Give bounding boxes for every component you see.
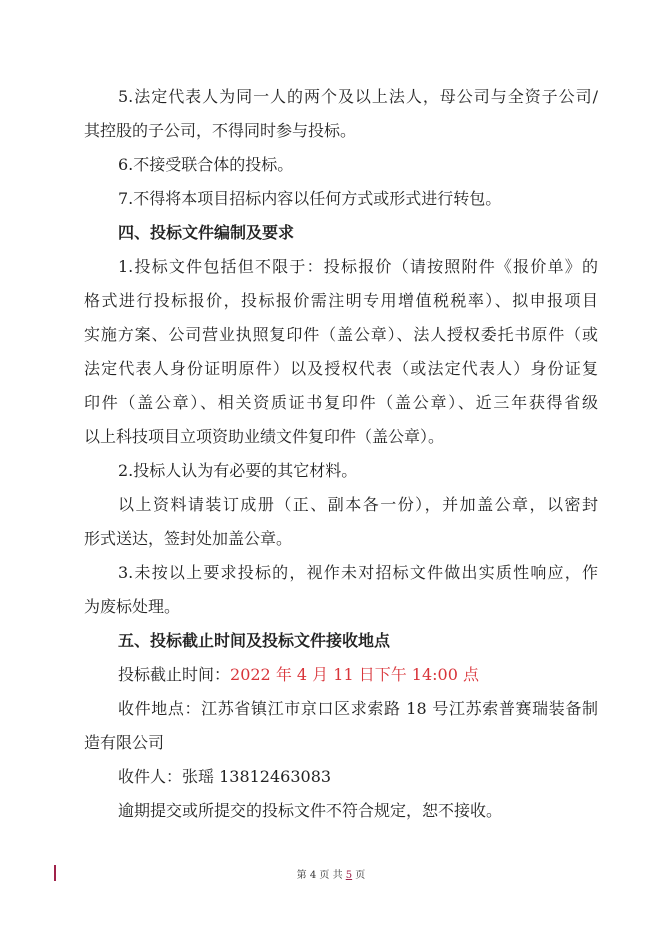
paragraph-line: 6.不接受联合体的投标。 <box>118 155 294 174</box>
paragraph-line: 2.投标人认为有必要的其它材料。 <box>118 461 358 480</box>
paragraph-line: 形式送达，签封处加盖公章。 <box>84 529 293 548</box>
address-line: 造有限公司 <box>84 733 165 752</box>
section-heading: 四、投标文件编制及要求 <box>118 223 295 242</box>
recipient-line: 收件人：张瑶 13812463083 <box>118 767 332 786</box>
paragraph-line: 格式进行投标报价，投标报价需注明专用增值税税率）、拟申报项目 <box>84 291 598 310</box>
notice-line: 逾期提交或所提交的投标文件不符合规定，恕不接收。 <box>118 801 503 820</box>
deadline-value: 2022 年 4 月 11 日下午 14:00 点 <box>230 665 479 684</box>
footer-prefix: 第 4 页 共 <box>296 870 346 881</box>
paragraph-line: 3.未按以上要求投标的，视作未对招标文件做出实质性响应，作 <box>118 563 598 582</box>
paragraph-line: 实施方案、公司营业执照复印件（盖公章）、法人授权委托书原件（或 <box>84 325 598 344</box>
deadline-label: 投标截止时间： <box>118 665 231 684</box>
address-line: 收件地点：江苏省镇江市京口区求索路 18 号江苏索普赛瑞装备制 <box>118 699 598 718</box>
footer-total-pages: 5 <box>345 870 353 881</box>
paragraph-line: 以上科技项目立项资助业绩文件复印件（盖公章）。 <box>84 427 445 446</box>
paragraph-line: 以上资料请装订成册（正、副本各一份），并加盖公章，以密封 <box>118 495 598 514</box>
deadline-line <box>84 658 598 692</box>
paragraph-line: 为废标处理。 <box>84 597 181 616</box>
paragraph-line: 7.不得将本项目招标内容以任何方式或形式进行转包。 <box>118 189 502 208</box>
paragraph-line: 印件（盖公章）、相关资质证书复印件（盖公章）、近三年获得省级 <box>84 393 598 412</box>
footer-suffix: 页 <box>352 870 366 881</box>
paragraph-line: 法定代表人身份证明原件）以及授权代表（或法定代表人）身份证复 <box>84 359 598 378</box>
paragraph-line: 其控股的子公司，不得同时参与投标。 <box>84 121 357 140</box>
section-heading: 五、投标截止时间及投标文件接收地点 <box>118 631 391 650</box>
page-footer <box>0 866 662 881</box>
paragraph-line: 1.投标文件包括但不限于：投标报价（请按照附件《报价单》的 <box>118 257 598 276</box>
paragraph-line: 5.法定代表人为同一人的两个及以上法人，母公司与全资子公司/ <box>118 87 598 106</box>
document-page <box>84 80 598 828</box>
